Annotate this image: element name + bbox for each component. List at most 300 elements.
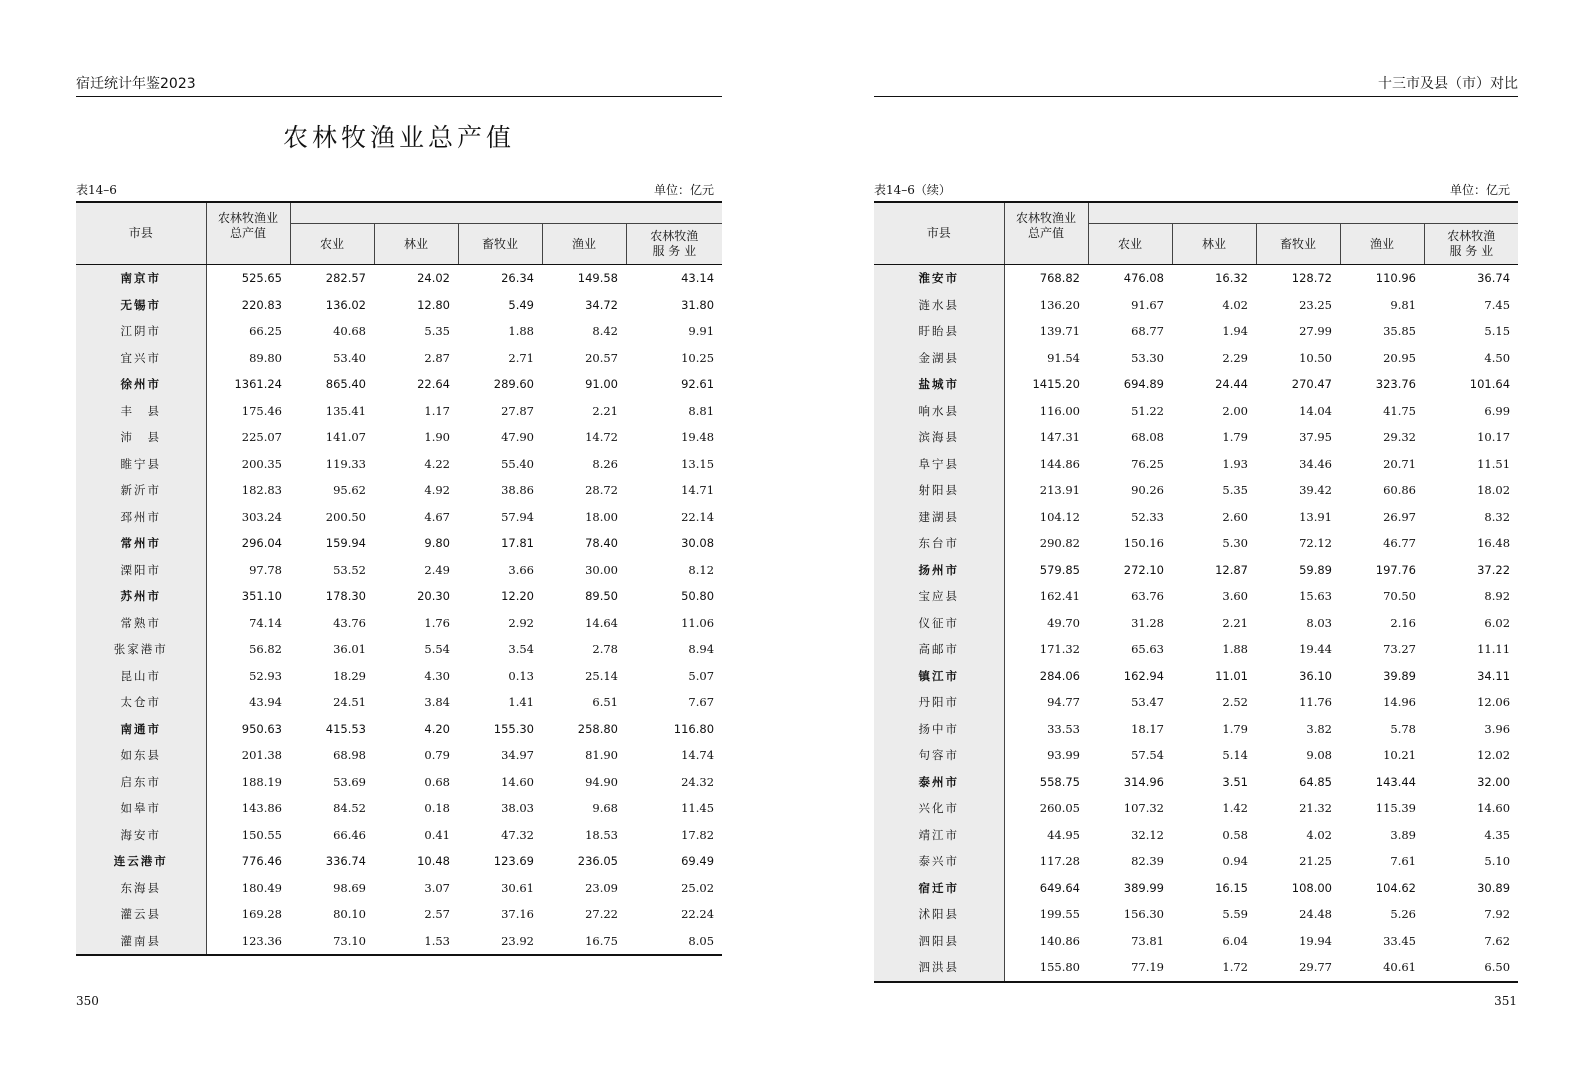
value-cell: 38.86 bbox=[501, 483, 534, 498]
table-row bbox=[76, 848, 722, 875]
value-cell: 40.68 bbox=[333, 324, 366, 339]
region-name: 盐城市 bbox=[874, 371, 1004, 398]
value-cell: 30.08 bbox=[681, 536, 715, 551]
value-cell: 188.19 bbox=[241, 774, 282, 789]
value-cell: 17.81 bbox=[501, 536, 534, 551]
value-cell: 3.54 bbox=[508, 642, 534, 657]
running-head: 十三市及县（市）对比 bbox=[874, 72, 1518, 97]
value-cell: 56.82 bbox=[249, 642, 282, 657]
value-cell: 65.63 bbox=[1131, 642, 1164, 657]
region-name: 盱眙县 bbox=[874, 318, 1004, 345]
value-cell: 0.18 bbox=[424, 801, 450, 816]
table-row bbox=[76, 875, 722, 902]
value-cell: 7.61 bbox=[1390, 854, 1416, 869]
value-cell: 8.12 bbox=[688, 562, 715, 577]
table-row bbox=[874, 822, 1518, 849]
value-cell: 20.95 bbox=[1383, 350, 1416, 365]
value-cell: 53.40 bbox=[333, 350, 366, 365]
value-cell: 19.94 bbox=[1299, 933, 1332, 948]
value-cell: 1.79 bbox=[1222, 721, 1248, 736]
value-cell: 1.88 bbox=[508, 324, 534, 339]
value-cell: 5.35 bbox=[1222, 483, 1248, 498]
value-cell: 115.39 bbox=[1375, 801, 1416, 816]
value-cell: 76.25 bbox=[1131, 456, 1164, 471]
value-cell: 10.21 bbox=[1383, 748, 1416, 763]
value-cell: 284.06 bbox=[1039, 668, 1080, 683]
value-cell: 3.84 bbox=[424, 695, 450, 710]
value-cell: 123.36 bbox=[206, 928, 290, 956]
value-cell: 37.16 bbox=[501, 907, 534, 922]
header-fishery: 渔业 bbox=[542, 224, 626, 265]
region-name: 扬中市 bbox=[874, 716, 1004, 743]
table-caption bbox=[76, 182, 722, 198]
value-cell: 31.28 bbox=[1131, 615, 1164, 630]
table-number: 表14–6（续） bbox=[874, 183, 951, 197]
value-cell: 162.94 bbox=[1123, 668, 1164, 683]
value-cell: 272.10 bbox=[1123, 562, 1164, 577]
value-cell: 64.85 bbox=[1299, 774, 1332, 789]
value-cell: 90.26 bbox=[1131, 483, 1164, 498]
value-cell: 72.12 bbox=[1299, 536, 1332, 551]
value-cell: 68.77 bbox=[1131, 324, 1164, 339]
value-cell: 0.68 bbox=[424, 774, 450, 789]
region-name: 新沂市 bbox=[76, 477, 206, 504]
value-cell: 24.48 bbox=[1299, 907, 1332, 922]
table-row bbox=[874, 610, 1518, 637]
value-cell: 200.50 bbox=[325, 509, 366, 524]
value-cell: 70.50 bbox=[1383, 589, 1416, 604]
value-cell: 92.61 bbox=[681, 377, 715, 392]
value-cell: 12.87 bbox=[1215, 562, 1248, 577]
value-cell: 5.49 bbox=[508, 297, 534, 312]
value-cell: 260.05 bbox=[1039, 801, 1080, 816]
value-cell: 21.25 bbox=[1299, 854, 1332, 869]
value-cell: 282.57 bbox=[325, 271, 366, 286]
value-cell: 314.96 bbox=[1123, 774, 1164, 789]
value-cell: 649.64 bbox=[1039, 880, 1080, 895]
value-cell: 101.64 bbox=[1469, 377, 1511, 392]
value-cell: 68.98 bbox=[333, 748, 366, 763]
value-cell: 1.41 bbox=[508, 695, 534, 710]
value-cell: 4.30 bbox=[424, 668, 450, 683]
table-row bbox=[76, 583, 722, 610]
value-cell: 694.89 bbox=[1123, 377, 1164, 392]
region-name: 灌南县 bbox=[76, 928, 206, 956]
value-cell: 201.38 bbox=[241, 748, 282, 763]
value-cell: 73.27 bbox=[1383, 642, 1416, 657]
value-cell: 52.33 bbox=[1131, 509, 1164, 524]
value-cell: 82.39 bbox=[1131, 854, 1164, 869]
value-cell: 10.48 bbox=[417, 854, 450, 869]
table-row bbox=[874, 583, 1518, 610]
value-cell: 34.11 bbox=[1477, 668, 1511, 683]
value-cell: 16.75 bbox=[542, 928, 626, 956]
value-cell: 1.79 bbox=[1222, 430, 1248, 445]
value-cell: 14.72 bbox=[585, 430, 618, 445]
right-page bbox=[794, 0, 1587, 1077]
region-name: 宜兴市 bbox=[76, 345, 206, 372]
value-cell: 199.55 bbox=[1039, 907, 1080, 922]
table-row bbox=[76, 822, 722, 849]
value-cell: 35.85 bbox=[1383, 324, 1416, 339]
value-cell: 2.49 bbox=[424, 562, 450, 577]
value-cell: 3.66 bbox=[508, 562, 534, 577]
value-cell: 12.02 bbox=[1477, 748, 1511, 763]
table-row bbox=[76, 928, 722, 956]
value-cell: 7.92 bbox=[1484, 907, 1511, 922]
value-cell: 0.13 bbox=[508, 668, 534, 683]
table-row bbox=[76, 610, 722, 637]
unit-label: 单位：亿元 bbox=[1449, 183, 1510, 197]
region-name: 阜宁县 bbox=[874, 451, 1004, 478]
value-cell: 117.28 bbox=[1039, 854, 1080, 869]
value-cell: 1.53 bbox=[374, 928, 458, 956]
header-services: 农林牧渔 服 务 业 bbox=[626, 224, 722, 265]
value-cell: 5.59 bbox=[1222, 907, 1248, 922]
value-cell: 159.94 bbox=[325, 536, 366, 551]
value-cell: 24.51 bbox=[333, 695, 366, 710]
value-cell: 5.10 bbox=[1484, 854, 1511, 869]
value-cell: 558.75 bbox=[1039, 774, 1080, 789]
table-row bbox=[76, 557, 722, 584]
table-row bbox=[76, 795, 722, 822]
region-name: 南京市 bbox=[76, 265, 206, 292]
value-cell: 19.48 bbox=[681, 430, 715, 445]
value-cell: 22.14 bbox=[681, 509, 715, 524]
region-name: 涟水县 bbox=[874, 292, 1004, 319]
value-cell: 1415.20 bbox=[1032, 377, 1080, 392]
value-cell: 6.02 bbox=[1484, 615, 1511, 630]
value-cell: 16.48 bbox=[1477, 536, 1511, 551]
value-cell: 4.20 bbox=[424, 721, 450, 736]
value-cell: 52.93 bbox=[249, 668, 282, 683]
value-cell: 26.97 bbox=[1383, 509, 1416, 524]
value-cell: 84.52 bbox=[333, 801, 366, 816]
region-name: 镇江市 bbox=[874, 663, 1004, 690]
region-name: 兴化市 bbox=[874, 795, 1004, 822]
value-cell: 4.02 bbox=[1306, 827, 1332, 842]
output-table bbox=[76, 201, 722, 956]
value-cell: 66.46 bbox=[333, 827, 366, 842]
table-row bbox=[874, 504, 1518, 531]
value-cell: 93.99 bbox=[1047, 748, 1080, 763]
region-name: 泗阳县 bbox=[874, 928, 1004, 955]
value-cell: 32.00 bbox=[1477, 774, 1511, 789]
value-cell: 4.92 bbox=[424, 483, 450, 498]
value-cell: 0.41 bbox=[424, 827, 450, 842]
table-row bbox=[76, 530, 722, 557]
value-cell: 104.62 bbox=[1375, 880, 1416, 895]
value-cell: 95.62 bbox=[333, 483, 366, 498]
value-cell: 14.74 bbox=[681, 748, 715, 763]
value-cell: 13.91 bbox=[1299, 509, 1332, 524]
value-cell: 34.72 bbox=[585, 297, 618, 312]
value-cell: 91.00 bbox=[585, 377, 618, 392]
value-cell: 8.94 bbox=[688, 642, 715, 657]
region-name: 常熟市 bbox=[76, 610, 206, 637]
value-cell: 139.71 bbox=[1039, 324, 1080, 339]
table-row bbox=[76, 451, 722, 478]
value-cell: 14.60 bbox=[1477, 801, 1511, 816]
region-name: 宿迁市 bbox=[874, 875, 1004, 902]
value-cell: 57.94 bbox=[501, 509, 534, 524]
value-cell: 2.21 bbox=[592, 403, 618, 418]
value-cell: 30.00 bbox=[585, 562, 618, 577]
table-row bbox=[874, 663, 1518, 690]
value-cell: 5.78 bbox=[1390, 721, 1416, 736]
value-cell: 865.40 bbox=[325, 377, 366, 392]
value-cell: 3.60 bbox=[1222, 589, 1248, 604]
region-name: 建湖县 bbox=[874, 504, 1004, 531]
value-cell: 2.60 bbox=[1222, 509, 1248, 524]
region-name: 东台市 bbox=[874, 530, 1004, 557]
value-cell: 9.80 bbox=[424, 536, 450, 551]
value-cell: 39.42 bbox=[1299, 483, 1332, 498]
value-cell: 69.49 bbox=[681, 854, 715, 869]
header-spacer bbox=[290, 202, 722, 224]
region-name: 泗洪县 bbox=[874, 954, 1004, 982]
table-row bbox=[76, 345, 722, 372]
value-cell: 5.07 bbox=[688, 668, 715, 683]
value-cell: 50.80 bbox=[681, 589, 715, 604]
value-cell: 44.95 bbox=[1047, 827, 1080, 842]
value-cell: 12.06 bbox=[1477, 695, 1511, 710]
region-name: 溧阳市 bbox=[76, 557, 206, 584]
value-cell: 89.50 bbox=[585, 589, 618, 604]
region-name: 灌云县 bbox=[76, 901, 206, 928]
value-cell: 175.46 bbox=[241, 403, 282, 418]
value-cell: 73.10 bbox=[290, 928, 374, 956]
value-cell: 7.45 bbox=[1484, 297, 1511, 312]
region-name: 扬州市 bbox=[874, 557, 1004, 584]
value-cell: 10.50 bbox=[1299, 350, 1332, 365]
value-cell: 1.88 bbox=[1222, 642, 1248, 657]
value-cell: 171.32 bbox=[1039, 642, 1080, 657]
value-cell: 0.58 bbox=[1222, 827, 1248, 842]
value-cell: 36.74 bbox=[1477, 271, 1511, 286]
value-cell: 2.29 bbox=[1222, 350, 1248, 365]
value-cell: 15.63 bbox=[1299, 589, 1332, 604]
value-cell: 78.40 bbox=[585, 536, 618, 551]
value-cell: 11.45 bbox=[681, 801, 715, 816]
value-cell: 91.67 bbox=[1131, 297, 1164, 312]
value-cell: 182.83 bbox=[241, 483, 282, 498]
value-cell: 27.99 bbox=[1299, 324, 1332, 339]
value-cell: 11.11 bbox=[1477, 642, 1511, 657]
value-cell: 53.30 bbox=[1131, 350, 1164, 365]
value-cell: 13.15 bbox=[681, 456, 715, 471]
value-cell: 236.05 bbox=[577, 854, 618, 869]
value-cell: 2.92 bbox=[508, 615, 534, 630]
value-cell: 91.54 bbox=[1047, 350, 1080, 365]
value-cell: 2.16 bbox=[1390, 615, 1416, 630]
header-region: 市县 bbox=[874, 202, 1004, 265]
value-cell: 116.00 bbox=[1039, 403, 1080, 418]
value-cell: 43.94 bbox=[249, 695, 282, 710]
value-cell: 46.77 bbox=[1383, 536, 1416, 551]
value-cell: 22.24 bbox=[681, 907, 715, 922]
region-name: 泰兴市 bbox=[874, 848, 1004, 875]
value-cell: 19.44 bbox=[1299, 642, 1332, 657]
value-cell: 18.02 bbox=[1477, 483, 1511, 498]
header-region: 市县 bbox=[76, 202, 206, 265]
page-number: 350 bbox=[76, 994, 99, 1008]
value-cell: 26.34 bbox=[501, 271, 534, 286]
left-page bbox=[0, 0, 793, 1077]
value-cell: 47.90 bbox=[501, 430, 534, 445]
value-cell: 2.78 bbox=[592, 642, 618, 657]
table-row bbox=[76, 663, 722, 690]
value-cell: 270.47 bbox=[1291, 377, 1332, 392]
value-cell: 8.32 bbox=[1484, 509, 1511, 524]
header-spacer bbox=[1088, 202, 1518, 224]
region-name: 连云港市 bbox=[76, 848, 206, 875]
value-cell: 43.14 bbox=[681, 271, 715, 286]
value-cell: 258.80 bbox=[577, 721, 618, 736]
value-cell: 53.47 bbox=[1131, 695, 1164, 710]
table-row bbox=[76, 769, 722, 796]
value-cell: 290.82 bbox=[1039, 536, 1080, 551]
unit-label: 单位：亿元 bbox=[653, 183, 714, 197]
value-cell: 43.76 bbox=[333, 615, 366, 630]
value-cell: 17.82 bbox=[681, 827, 715, 842]
value-cell: 776.46 bbox=[241, 854, 282, 869]
table-row bbox=[874, 901, 1518, 928]
table-row bbox=[874, 769, 1518, 796]
value-cell: 37.95 bbox=[1299, 430, 1332, 445]
value-cell: 14.64 bbox=[585, 615, 618, 630]
table-row bbox=[76, 636, 722, 663]
page-number: 351 bbox=[1494, 994, 1517, 1008]
region-name: 句容市 bbox=[874, 742, 1004, 769]
header-forestry: 林业 bbox=[1172, 224, 1256, 265]
table-row bbox=[76, 901, 722, 928]
value-cell: 1.76 bbox=[424, 615, 450, 630]
page-title: 农林牧渔业总产值 bbox=[282, 123, 515, 152]
table-number: 表14–6 bbox=[76, 183, 117, 197]
value-cell: 213.91 bbox=[1039, 483, 1080, 498]
table-row bbox=[874, 636, 1518, 663]
value-cell: 81.90 bbox=[585, 748, 618, 763]
region-name: 淮安市 bbox=[874, 265, 1004, 292]
value-cell: 4.22 bbox=[424, 456, 450, 471]
value-cell: 3.96 bbox=[1484, 721, 1511, 736]
region-name: 高邮市 bbox=[874, 636, 1004, 663]
value-cell: 38.03 bbox=[501, 801, 534, 816]
header-husbandry: 畜牧业 bbox=[458, 224, 542, 265]
value-cell: 18.29 bbox=[333, 668, 366, 683]
table-row bbox=[874, 318, 1518, 345]
value-cell: 2.57 bbox=[424, 907, 450, 922]
value-cell: 97.78 bbox=[249, 562, 282, 577]
header-agriculture: 农业 bbox=[1088, 224, 1172, 265]
value-cell: 1.72 bbox=[1172, 954, 1256, 982]
value-cell: 23.25 bbox=[1299, 297, 1332, 312]
value-cell: 12.20 bbox=[501, 589, 534, 604]
value-cell: 107.32 bbox=[1123, 801, 1164, 816]
value-cell: 8.03 bbox=[1306, 615, 1332, 630]
value-cell: 104.12 bbox=[1039, 509, 1080, 524]
value-cell: 389.99 bbox=[1123, 880, 1164, 895]
value-cell: 143.86 bbox=[241, 801, 282, 816]
table-row bbox=[76, 689, 722, 716]
value-cell: 53.69 bbox=[333, 774, 366, 789]
value-cell: 415.53 bbox=[325, 721, 366, 736]
value-cell: 140.86 bbox=[1039, 933, 1080, 948]
table-row bbox=[874, 928, 1518, 955]
table-row bbox=[874, 292, 1518, 319]
region-name: 沭阳县 bbox=[874, 901, 1004, 928]
value-cell: 24.02 bbox=[417, 271, 450, 286]
value-cell: 24.32 bbox=[681, 774, 715, 789]
region-name: 如皋市 bbox=[76, 795, 206, 822]
value-cell: 63.76 bbox=[1131, 589, 1164, 604]
value-cell: 40.61 bbox=[1340, 954, 1424, 982]
value-cell: 8.42 bbox=[592, 324, 618, 339]
value-cell: 141.07 bbox=[325, 430, 366, 445]
value-cell: 30.61 bbox=[501, 880, 534, 895]
table-row bbox=[76, 371, 722, 398]
value-cell: 94.77 bbox=[1047, 695, 1080, 710]
table-row bbox=[874, 371, 1518, 398]
value-cell: 1361.24 bbox=[234, 377, 282, 392]
value-cell: 525.65 bbox=[241, 271, 282, 286]
value-cell: 169.28 bbox=[241, 907, 282, 922]
value-cell: 149.58 bbox=[577, 271, 618, 286]
value-cell: 4.50 bbox=[1484, 350, 1511, 365]
region-name: 海安市 bbox=[76, 822, 206, 849]
value-cell: 6.99 bbox=[1484, 403, 1511, 418]
value-cell: 147.31 bbox=[1039, 430, 1080, 445]
value-cell: 3.51 bbox=[1222, 774, 1248, 789]
value-cell: 20.71 bbox=[1383, 456, 1416, 471]
value-cell: 36.10 bbox=[1299, 668, 1332, 683]
value-cell: 18.53 bbox=[585, 827, 618, 842]
value-cell: 28.72 bbox=[585, 483, 618, 498]
value-cell: 128.72 bbox=[1291, 271, 1332, 286]
value-cell: 33.45 bbox=[1383, 933, 1416, 948]
value-cell: 89.80 bbox=[249, 350, 282, 365]
region-name: 启东市 bbox=[76, 769, 206, 796]
value-cell: 55.40 bbox=[501, 456, 534, 471]
header-husbandry: 畜牧业 bbox=[1256, 224, 1340, 265]
region-name: 张家港市 bbox=[76, 636, 206, 663]
value-cell: 119.33 bbox=[325, 456, 366, 471]
value-cell: 162.41 bbox=[1039, 589, 1080, 604]
region-name: 睢宁县 bbox=[76, 451, 206, 478]
region-name: 昆山市 bbox=[76, 663, 206, 690]
table-row bbox=[874, 477, 1518, 504]
value-cell: 4.35 bbox=[1484, 827, 1511, 842]
value-cell: 2.87 bbox=[424, 350, 450, 365]
value-cell: 1.42 bbox=[1222, 801, 1248, 816]
value-cell: 11.01 bbox=[1215, 668, 1248, 683]
value-cell: 14.04 bbox=[1299, 403, 1332, 418]
region-name: 丹阳市 bbox=[874, 689, 1004, 716]
value-cell: 8.81 bbox=[688, 403, 715, 418]
table-row bbox=[874, 557, 1518, 584]
value-cell: 11.76 bbox=[1299, 695, 1332, 710]
table-row bbox=[874, 848, 1518, 875]
region-name: 如东县 bbox=[76, 742, 206, 769]
value-cell: 24.44 bbox=[1215, 377, 1248, 392]
value-cell: 9.08 bbox=[1306, 748, 1332, 763]
value-cell: 220.83 bbox=[241, 297, 282, 312]
value-cell: 33.53 bbox=[1047, 721, 1080, 736]
header-fishery: 渔业 bbox=[1340, 224, 1424, 265]
value-cell: 303.24 bbox=[241, 509, 282, 524]
table-row bbox=[874, 398, 1518, 425]
